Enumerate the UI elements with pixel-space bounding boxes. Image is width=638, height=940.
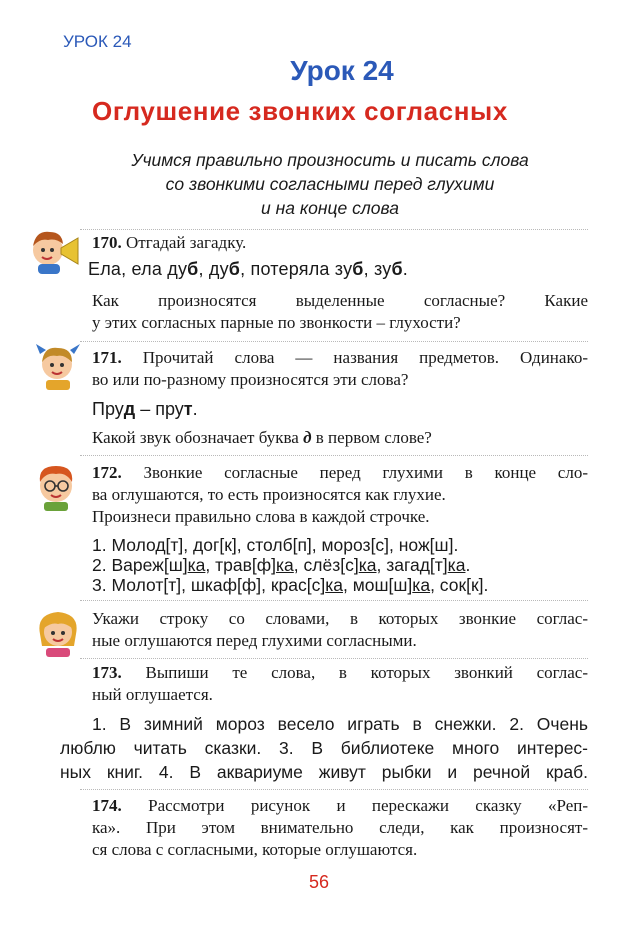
- goal-line: и на конце слова: [261, 198, 399, 218]
- exercise-170-question: [92, 290, 588, 334]
- text-line: люблю читать сказки. 3. В библиотеке много интерес-: [60, 738, 588, 758]
- riddle-part: .: [402, 259, 408, 279]
- task-line: Выпиши те слова, в которых звонкий соглас-: [145, 663, 589, 682]
- goal-line: Учимся правильно произносить и писать слова: [131, 150, 529, 170]
- task-line: Произнеси правильно слова в каждой строчке.: [92, 507, 430, 526]
- task-line: ка». При этом внимательно следи, как произносят-: [92, 818, 588, 837]
- task-line: Прочитай слова — названия предметов. Одинако-: [142, 348, 589, 367]
- task-line: Рассмотри рисунок и перескажи сказку «Реп-: [148, 796, 588, 815]
- word-bold-letter: т: [183, 399, 193, 419]
- row-underlined: ка: [447, 555, 466, 575]
- exercise-171-task: [92, 347, 588, 391]
- exercise-173-text: [60, 712, 588, 784]
- boy-glasses-icon: [32, 460, 82, 512]
- exercise-number: 173.: [92, 663, 122, 682]
- word-part: .: [192, 399, 198, 419]
- row-part: 2. Вареж[ш]: [92, 555, 188, 575]
- word-pair: [92, 398, 198, 420]
- exercise-170-task: [92, 232, 246, 254]
- row-underlined: ка: [187, 555, 206, 575]
- word-row: 1. Молод[т], дог[к], столб[п], мороз[с], нож[ш].: [92, 535, 459, 555]
- word-row: [92, 575, 488, 595]
- lesson-subtitle: Оглушение звонких согласных: [92, 96, 508, 126]
- word-row: [92, 555, 488, 575]
- word-part: пру: [155, 399, 184, 419]
- girl-reading-icon: [32, 340, 84, 392]
- running-head: УРОК 24: [63, 32, 132, 51]
- task-line: ва оглушаются, то есть произносятся как глухие.: [92, 485, 446, 504]
- task-line: Звонкие согласные перед глухими в конце сло-: [143, 463, 589, 482]
- row-part: , трав[ф]: [205, 555, 277, 575]
- exercise-173-task: [92, 662, 588, 706]
- row-part: .: [465, 555, 471, 575]
- exercise-task: Отгадай загадку.: [126, 233, 247, 252]
- exercise-number: 174.: [92, 796, 122, 815]
- task-line: ся слова с согласными, которые оглушаются.: [92, 840, 418, 859]
- riddle-bold-letter: б: [187, 259, 199, 279]
- riddle-part: Ела, ела ду: [88, 259, 188, 279]
- question-line: Как произносятся выделенные согласные? Какие: [92, 291, 588, 310]
- exercise-174-task: [92, 795, 588, 861]
- divider: [80, 658, 588, 660]
- row-part: , слёз[с]: [293, 555, 359, 575]
- row-part: , загад[т]: [376, 555, 448, 575]
- task-line: ные оглушаются перед глухими согласными.: [92, 631, 417, 650]
- exercise-172-task: [92, 462, 588, 528]
- divider: [80, 789, 588, 791]
- divider: [80, 229, 588, 231]
- row-part: 3. Молот[т], шкаф[ф], крас[с]: [92, 575, 326, 595]
- exercise-number: 171.: [92, 348, 122, 367]
- row-underlined: ка: [412, 575, 431, 595]
- task-line: ный оглушается.: [92, 685, 213, 704]
- riddle-text: [88, 258, 408, 280]
- divider: [80, 341, 588, 343]
- divider: [80, 600, 588, 602]
- exercise-number: 170.: [92, 233, 122, 252]
- row-part: , мош[ш]: [343, 575, 413, 595]
- text-line: 1. В зимний мороз весело играть в снежки. 2. Очень: [92, 714, 588, 734]
- word-rows: [92, 535, 488, 595]
- riddle-part: , потеряла зу: [240, 259, 353, 279]
- text-line: ных книг. 4. В аквариуме живут рыбки и речной краб.: [60, 762, 588, 782]
- question-letter: д: [303, 428, 312, 447]
- row-underlined: ка: [276, 555, 294, 575]
- exercise-number: 172.: [92, 463, 122, 482]
- question-line: у этих согласных парные по звонкости – глухости?: [92, 313, 461, 332]
- girl-icon: [34, 606, 82, 658]
- exercise-172-extra: [92, 608, 588, 652]
- word-dash: –: [135, 399, 156, 419]
- boy-megaphone-icon: [28, 226, 84, 276]
- word-bold-letter: д: [123, 399, 136, 419]
- divider: [80, 455, 588, 457]
- riddle-bold-letter: б: [391, 259, 403, 279]
- riddle-part: , ду: [198, 259, 229, 279]
- lesson-title: Урок 24: [290, 55, 394, 86]
- question-part: Какой звук обозначает буква: [92, 428, 304, 447]
- page-number: 56: [308, 872, 330, 892]
- goal-line: со звонкими согласными перед глухими: [165, 174, 495, 194]
- riddle-bold-letter: б: [228, 259, 241, 279]
- riddle-part: , зу: [363, 259, 392, 279]
- question-part: в первом слове?: [311, 428, 432, 447]
- row-underlined: ка: [325, 575, 343, 595]
- task-line: во или по-разному произносятся эти слова?: [92, 370, 409, 389]
- lesson-goal: [60, 148, 600, 220]
- task-line: Укажи строку со словами, в которых звонкие соглас-: [92, 609, 588, 628]
- row-part: , сок[к].: [430, 575, 489, 595]
- exercise-171-question: [92, 427, 432, 449]
- row-underlined: ка: [358, 555, 377, 575]
- word-part: Пру: [92, 399, 124, 419]
- riddle-bold-letter: б: [352, 259, 364, 279]
